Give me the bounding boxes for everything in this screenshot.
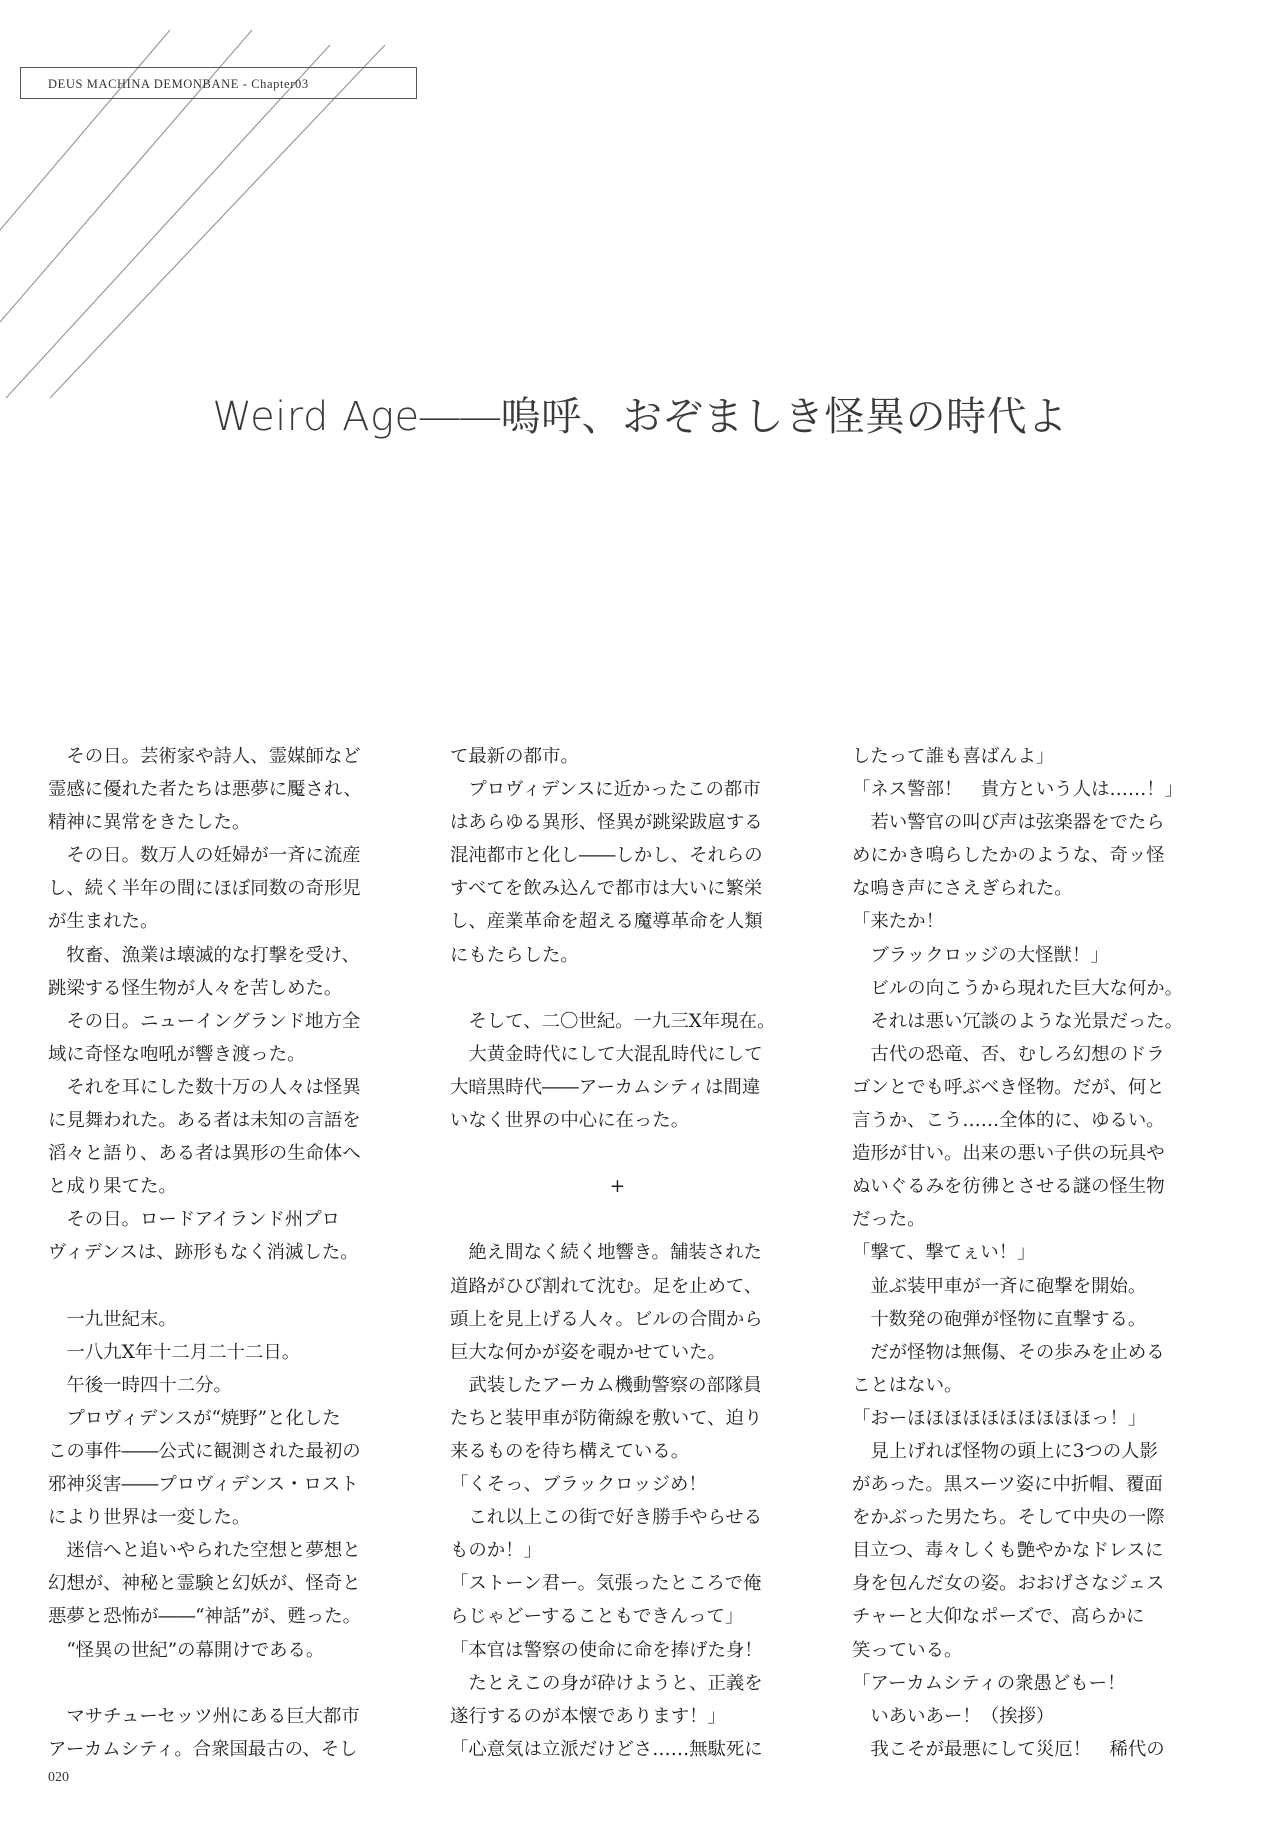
text-line: 精神に異常をきたした。	[48, 812, 251, 834]
text-line: 造形が甘い。出来の悪い子供の玩具や	[852, 1143, 1165, 1165]
text-line: それは悪い冗談のような光景だった。	[852, 1010, 1184, 1032]
text-line: 邪神災害――プロヴィデンス・ロスト	[48, 1474, 359, 1496]
text-line: 「撃て、撃てぇい！」	[852, 1242, 1036, 1264]
text-line: 遂行するのが本懐であります！」	[450, 1705, 726, 1727]
text-line: いあいあー！（挨拶）	[852, 1705, 1055, 1727]
text-line: マサチューセッツ州にある巨大都市	[48, 1705, 360, 1727]
text-line: チャーと大仰なポーズで、高らかに	[852, 1606, 1145, 1628]
text-line: 幻想が、神秘と霊験と幻妖が、怪奇と	[48, 1573, 361, 1595]
text-line: 「アーカムシティの衆愚どもー！	[852, 1672, 1126, 1694]
text-column-3	[852, 740, 1187, 1766]
text-line: 「来たか！	[852, 911, 944, 933]
text-line: ブラックロッジの大怪獣！」	[852, 944, 1109, 966]
text-line: 混沌都市と化し――しかし、それらの	[450, 845, 763, 867]
text-line: に見舞われた。ある者は未知の言語を	[48, 1110, 361, 1132]
text-line: 午後一時四十二分。	[48, 1374, 232, 1396]
text-line: な鳴き声にさえぎられた。	[852, 878, 1073, 900]
text-line: 大黄金時代にして大混乱時代にして	[450, 1043, 763, 1065]
text-line: 見上げれば怪物の頭上に3つの人影	[852, 1440, 1158, 1462]
text-line: 「おーほほほほほほほほほほっ！」	[852, 1407, 1147, 1429]
text-line: 目立つ、毒々しくも艶やかなドレスに	[852, 1540, 1164, 1562]
text-line: はあらゆる異形、怪異が跳梁跋扈する	[450, 812, 763, 834]
text-line: により世界は一変した。	[48, 1507, 251, 1529]
section-break-mark: +	[609, 1176, 626, 1198]
text-line: をかぶった男たち。そして中央の一際	[852, 1507, 1165, 1529]
text-line: アーカムシティ。合衆国最古の、そし	[48, 1738, 358, 1760]
text-line: すべてを飲み込んで都市は大いに繁栄	[450, 878, 763, 900]
text-line: 巨大な何かが姿を覗かせていた。	[450, 1341, 726, 1363]
text-line: ビルの向こうから現れた巨大な何か。	[852, 977, 1184, 999]
text-line: 身を包んだ女の姿。おおげさなジェス	[852, 1573, 1165, 1595]
text-line: 「心意気は立派だけどさ……無駄死に	[450, 1738, 763, 1760]
text-line: その日。数万人の妊婦が一斉に流産	[48, 845, 361, 867]
text-line: 域に奇怪な咆吼が響き渡った。	[48, 1043, 306, 1065]
text-line: 跳梁する怪生物が人々を苦しめた。	[48, 977, 343, 999]
text-line: プロヴィデンスに近かったこの都市	[450, 779, 761, 801]
text-line: 若い警官の叫び声は弦楽器をでたら	[852, 812, 1165, 834]
text-line: いなく世界の中心に在った。	[450, 1110, 690, 1132]
text-line: 頭上を見上げる人々。ビルの合間から	[450, 1308, 763, 1330]
text-line: と成り果てた。	[48, 1176, 177, 1198]
text-line: 迷信へと追いやられた空想と夢想と	[48, 1540, 361, 1562]
text-line: ゴンとでも呼ぶべき怪物。だが、何と	[852, 1076, 1165, 1098]
text-line: 道路がひび割れて沈む。足を止めて、	[450, 1275, 763, 1297]
text-line	[48, 1270, 383, 1303]
text-line: があった。黒スーツ姿に中折帽、覆面	[852, 1474, 1163, 1496]
text-line: し、産業革命を超える魔導革命を人類	[450, 911, 763, 933]
text-line: 我こそが最悪にして災厄！ 稀代の	[852, 1738, 1165, 1760]
text-line: 言うか、こう……全体的に、ゆるい。	[852, 1110, 1165, 1132]
text-line: 並ぶ装甲車が一斉に砲撃を開始。	[852, 1275, 1147, 1297]
text-line: 「本官は警察の使命に命を捧げた身！	[450, 1639, 763, 1661]
text-line: 一九世紀末。	[48, 1308, 177, 1330]
text-line: 大暗黒時代――アーカムシティは間違	[450, 1076, 761, 1098]
text-line: たとえこの身が砕けようと、正義を	[450, 1672, 763, 1694]
text-line: 「ストーン君ー。気張ったところで俺	[450, 1573, 762, 1595]
text-line: その日。ニューイングランド地方全	[48, 1010, 361, 1032]
text-line: たちと装甲車が防衛線を敷いて、迫り	[450, 1407, 763, 1429]
diagonal-line	[0, 30, 170, 230]
text-line: 「ネス警部！ 貴方という人は……！」	[852, 779, 1184, 801]
text-line: ものか！」	[450, 1540, 542, 1562]
text-line: し、続く半年の間にほぼ同数の奇形児	[48, 878, 361, 900]
text-line: だが怪物は無傷、その歩みを止める	[852, 1341, 1165, 1363]
text-line: ぬいぐるみを彷彿とさせる謎の怪生物	[852, 1176, 1165, 1198]
text-line: て最新の都市。	[450, 746, 579, 767]
text-line: したって誰も喜ばんよ」	[852, 746, 1055, 767]
text-line: 牧畜、漁業は壊滅的な打撃を受け、	[48, 944, 360, 966]
text-line	[48, 1667, 383, 1700]
text-line: プロヴィデンスが“焼野”と化した	[48, 1407, 341, 1429]
text-line: この事件――公式に観測された最初の	[48, 1440, 361, 1462]
text-line: ことはない。	[852, 1374, 963, 1396]
text-line: “怪異の世紀”の幕開けである。	[48, 1639, 325, 1661]
text-line: 十数発の砲弾が怪物に直撃する。	[852, 1308, 1147, 1330]
text-line: が生まれた。	[48, 911, 159, 933]
text-line: そして、二〇世紀。一九三X年現在。	[450, 1010, 776, 1032]
text-line: 霊感に優れた者たちは悪夢に魘され、	[48, 779, 362, 801]
text-line: らじゃどーすることもできんって」	[450, 1606, 744, 1628]
text-line: だった。	[852, 1209, 926, 1231]
text-line: これ以上この街で好き勝手やらせる	[450, 1507, 763, 1529]
text-line: 一八九X年十二月二十二日。	[48, 1341, 301, 1363]
text-line: 来るものを待ち構えている。	[450, 1440, 690, 1462]
text-line: それを耳にした数十万の人々は怪異	[48, 1076, 361, 1098]
text-line	[450, 1203, 785, 1236]
text-line	[450, 1137, 785, 1170]
text-line: 滔々と語り、ある者は異形の生命体へ	[48, 1143, 361, 1165]
text-line: 絶え間なく続く地響き。舗装された	[450, 1242, 762, 1264]
text-line: 笑っている。	[852, 1639, 963, 1661]
text-column-2	[450, 740, 785, 1766]
text-line: その日。ロードアイランド州プロ	[48, 1209, 341, 1231]
text-line: にもたらした。	[450, 944, 579, 966]
decorative-diagonal-lines	[0, 0, 480, 400]
text-line: 「くそっ、ブラックロッジめ！	[450, 1474, 707, 1496]
chapter-header: DEUS MACHINA DEMONBANE - Chapter03	[48, 77, 309, 91]
text-line: ヴィデンスは、跡形もなく消滅した。	[48, 1242, 359, 1264]
text-line: 古代の恐竜、否、むしろ幻想のドラ	[852, 1043, 1165, 1065]
chapter-title: Weird Age――嗚呼、おぞましき怪異の時代よ	[212, 394, 1068, 440]
text-line: めにかき鳴らしたかのような、奇ッ怪	[852, 845, 1165, 867]
text-line: 悪夢と恐怖が――“神話”が、甦った。	[48, 1606, 362, 1628]
text-line	[450, 972, 785, 1005]
page-number: 020	[48, 1770, 69, 1785]
text-line: その日。芸術家や詩人、霊媒師など	[48, 746, 361, 767]
text-line: 武装したアーカム機動警察の部隊員	[450, 1374, 762, 1396]
text-column-1	[48, 740, 383, 1766]
